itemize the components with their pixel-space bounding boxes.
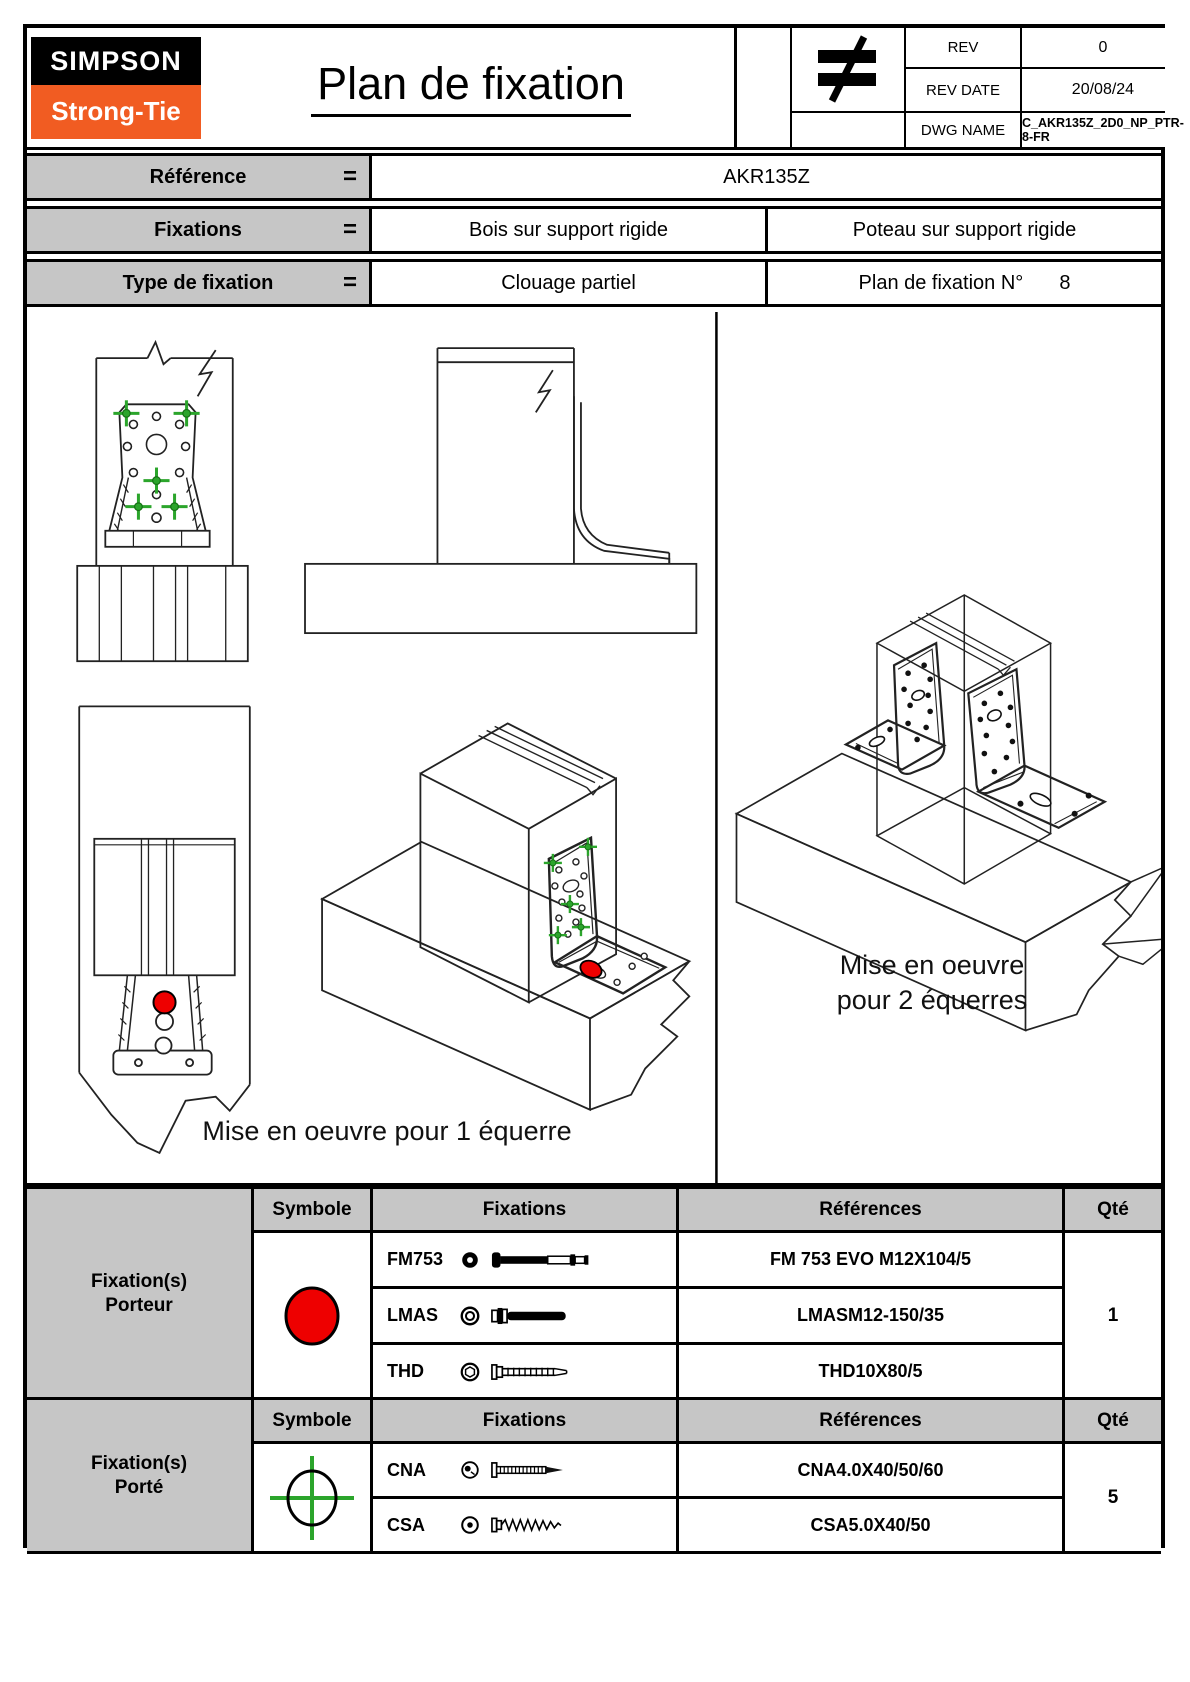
title-block-gutter xyxy=(737,28,790,147)
fixation-row-lmas: LMAS xyxy=(373,1289,676,1342)
sheet-title: Plan de fixation xyxy=(311,58,631,117)
wood-screw-icon xyxy=(491,1513,595,1537)
not-equal-projection-icon xyxy=(806,33,890,107)
header-qte: Qté xyxy=(1065,1189,1161,1230)
header-qte: Qté xyxy=(1065,1400,1161,1441)
symbol-red-circle xyxy=(254,1233,370,1398)
equals-sign: = xyxy=(342,269,357,296)
simpson-strongtie-logo xyxy=(31,37,201,139)
top-view-drawing xyxy=(79,706,250,1153)
fixation-row-fm753: FM753 xyxy=(373,1233,676,1286)
header-symbole: Symbole xyxy=(254,1400,370,1441)
fixation-row-csa: CSA xyxy=(373,1499,676,1551)
type-fixation-label: Type de fixation = xyxy=(27,262,372,304)
reference-value: AKR135Z xyxy=(723,165,810,188)
caption-two-brackets: Mise en oeuvre pour 2 équerres xyxy=(836,950,1028,1016)
rev-date-label: REV DATE xyxy=(906,69,1020,111)
ring-nail-icon xyxy=(491,1458,595,1482)
nail-head-icon xyxy=(459,1459,481,1481)
reference-label: Référence = xyxy=(27,156,372,198)
red-dot-icon xyxy=(279,1283,345,1349)
reference-cna: CNA4.0X40/50/60 xyxy=(679,1444,1062,1496)
dwg-name-label: DWG NAME xyxy=(906,113,1020,147)
reference-lmas: LMASM12-150/35 xyxy=(679,1289,1062,1342)
iso-one-bracket-drawing xyxy=(322,723,689,1109)
drawing-area xyxy=(27,312,1161,1186)
washer-head-icon xyxy=(459,1305,481,1327)
qty-porteur: 1 xyxy=(1065,1233,1161,1398)
top-view-red-bolt-marker xyxy=(153,991,175,1013)
info-row-type-fixation xyxy=(27,259,1161,307)
qty-porte: 5 xyxy=(1065,1444,1161,1551)
group-label-porte: Fixation(s) Porté xyxy=(27,1400,251,1551)
hex-head-icon xyxy=(459,1361,481,1383)
header-references: Références xyxy=(679,1400,1062,1441)
info-row-reference xyxy=(27,153,1161,201)
anchor-bolt-icon xyxy=(491,1248,595,1272)
fixation-row-cna: CNA xyxy=(373,1444,676,1496)
header-symbole: Symbole xyxy=(254,1189,370,1230)
header-references: Références xyxy=(679,1189,1062,1230)
header-fixations: Fixations xyxy=(373,1189,676,1230)
fixation-table-porteur xyxy=(27,1186,1161,1401)
projection-symbol-icon xyxy=(792,28,904,111)
reference-csa: CSA5.0X40/50 xyxy=(679,1499,1062,1551)
rev-date-value: 20/08/24 xyxy=(1022,69,1184,111)
header-fixations: Fixations xyxy=(373,1400,676,1441)
bolt-head-icon xyxy=(459,1249,481,1271)
equals-sign: = xyxy=(342,216,357,243)
top-view-holes xyxy=(135,1013,193,1066)
registered-mark: ® xyxy=(192,130,199,140)
screw-head-icon xyxy=(459,1514,481,1536)
header-band xyxy=(27,28,1184,150)
title-block xyxy=(734,28,1184,147)
technical-drawings xyxy=(27,312,1161,1183)
rev-label: REV xyxy=(906,28,1020,67)
front-view-drawing xyxy=(77,342,248,661)
dwg-name-value: C_AKR135Z_2D0_NP_PTR-8-FR xyxy=(1022,113,1184,147)
title-block-empty-cell xyxy=(792,113,904,147)
green-crosshair-icon xyxy=(264,1450,360,1546)
fixations-label: Fixations = xyxy=(27,209,372,251)
logo-strongtie: Strong-Tie ® xyxy=(31,85,201,139)
reference-fm753: FM 753 EVO M12X104/5 xyxy=(679,1233,1062,1286)
fixations-value-left: Bois sur support rigide xyxy=(469,218,668,241)
plan-number-value: 8 xyxy=(1059,271,1071,294)
info-row-fixations xyxy=(27,206,1161,254)
fixations-value-right: Poteau sur support rigide xyxy=(765,209,1161,251)
group-label-porteur: Fixation(s) Porteur xyxy=(27,1189,251,1398)
fixation-row-thd: THD xyxy=(373,1345,676,1398)
threaded-screw-icon xyxy=(491,1360,595,1384)
sheet-title-wrap xyxy=(207,28,735,147)
sleeve-anchor-icon xyxy=(491,1304,595,1328)
caption-one-bracket: Mise en oeuvre pour 1 équerre xyxy=(202,1116,572,1146)
plan-fixation-number: Plan de fixation N° 8 xyxy=(765,262,1161,304)
rev-value: 0 xyxy=(1022,28,1184,67)
reference-thd: THD10X80/5 xyxy=(679,1345,1062,1398)
logo-simpson: SIMPSON xyxy=(31,37,201,85)
symbol-green-crosshair xyxy=(254,1444,370,1551)
type-fixation-value: Clouage partiel xyxy=(501,271,636,294)
equals-sign: = xyxy=(342,163,357,190)
fixation-table-porte xyxy=(27,1397,1161,1554)
side-view-drawing xyxy=(305,348,696,633)
drawing-sheet xyxy=(23,24,1184,1548)
